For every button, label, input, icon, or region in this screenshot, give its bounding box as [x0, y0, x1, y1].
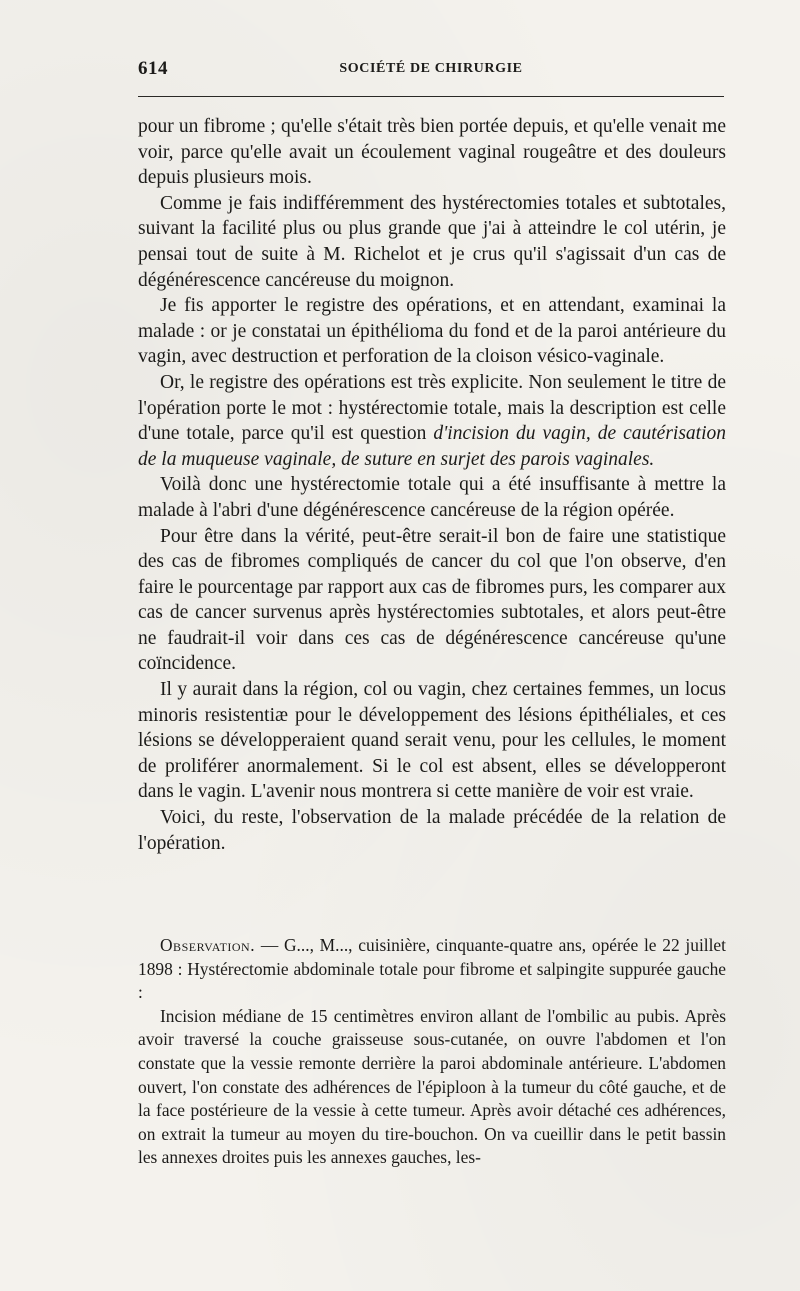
paragraph-5: Voilà donc une hystérectomie totale qui a été insuffisante à mettre la malade à l'abri d'une dégénérescence cancéreuse de la région opérée.	[138, 474, 726, 521]
main-text	[138, 114, 726, 856]
paragraph-6: Pour être dans la vérité, peut-être serait-il bon de faire une statistique des cas de fibromes compliqués de cancer du col que l'on observe, d'en faire le pourcentage par rapport aux cas de fibromes purs, les comparer aux cas de cancer survenus après hystérectomies subtotales, et alors peut-être ne faudrait-il voir dans ces cas de dégénérescence cancéreuse qu'une coïncidence.	[138, 525, 726, 675]
page-header	[138, 58, 724, 82]
observation-label: Observation.	[160, 935, 256, 955]
paragraph-7: Il y aurait dans la région, col ou vagin, chez certaines femmes, un locus minoris resistentiæ pour le développement des lésions épithéliales, et ces lésions se développeraient quand serait venu, pour les cellules, le moment de proliférer anormalement. Si le col est absent, elles se développeront dans le vagin. L'avenir nous montrera si cette manière de voir est vraie.	[138, 679, 726, 803]
page-number: 614	[138, 58, 168, 79]
observation-paragraph: Incision médiane de 15 centimètres environ allant de l'ombilic au pubis. Après avoir traversé la couche graisseuse sous-cutanée, on ouvre l'abdomen et l'on constate que la vessie remonte derrière la paroi abdominale antérieure. L'abdomen ouvert, l'on constate des adhérences de l'épiploon à la tumeur du côté gauche, et de la face postérieure de la vessie à cette tumeur. Après avoir détaché ces adhérences, on extrait la tumeur au moyen du tire-bouchon. On va cueillir dans le petit bassin les annexes droites puis les annexes gauches, les-	[138, 1005, 726, 1168]
observation-intro-text: — G..., M..., cuisinière, cinquante-quatre ans, opérée le 22 juillet 1898 : Hystérectomie abdominale totale pour fibrome et salpingite suppurée gauche :	[138, 935, 726, 1003]
paragraph-3: Je fis apporter le registre des opérations, et en attendant, examinai la malade : or je constatai un épithélioma du fond et de la paroi antérieure du vagin, avec destruction et perforation de la cloison vésico-vaginale.	[138, 295, 726, 368]
header-rule	[138, 96, 724, 97]
paragraph-8: Voici, du reste, l'observation de la malade précédée de la relation de l'opération.	[138, 807, 726, 854]
observation-section	[138, 934, 726, 1170]
paragraph-4-text: Or, le registre des opérations est très explicite. Non seulement le titre de l'opération porte le mot : hystérectomie totale, mais la description est celle d'une totale, parce qu'il est question	[138, 371, 726, 445]
paragraph-4	[138, 370, 726, 472]
paragraph-1: pour un fibrome ; qu'elle s'était très bien portée depuis, et qu'elle venait me voir, parce qu'elle avait un écoulement vaginal rougeâtre et des douleurs depuis plusieurs mois.	[138, 116, 726, 189]
running-head: SOCIÉTÉ DE CHIRURGIE	[339, 61, 523, 76]
paragraph-4-italic: d'incision du vagin, de cautérisation de la muqueuse vaginale, de suture en surjet des parois vaginales.	[138, 423, 727, 470]
paragraph-2: Comme je fais indifféremment des hystérectomies totales et subtotales, suivant la facilité plus ou plus grande que j'ai à atteindre le col utérin, je pensai tout de suite à M. Richelot et je crus qu'il s'agissait d'un cas de dégénérescence cancéreuse du moignon.	[138, 192, 726, 291]
observation-intro	[138, 934, 726, 1005]
